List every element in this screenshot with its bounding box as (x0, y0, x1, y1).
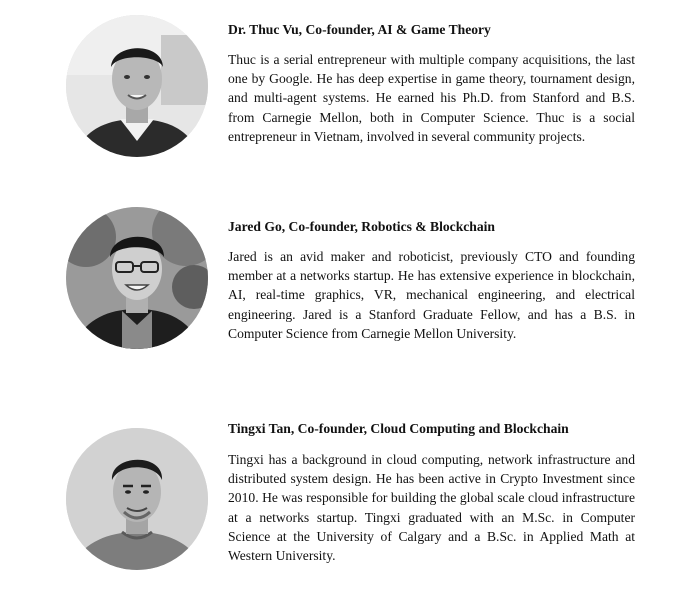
member-bio: Tingxi has a background in cloud computing, network infrastructure and distributed system design. He has been active in Crypto Investment since 2010. He was responsible for building the global scale cloud infrastructure at a networks startup. Tingxi graduated with an M.Sc. in Computer Science at the University of Calgary and a B.Sc. in Applied Math at Western University. (228, 452, 635, 564)
member-name: Jared Go, Co-founder, Robotics & Blockchain (228, 219, 495, 234)
member-bio: Jared is an avid maker and roboticist, previously CTO and founding member at a networks startup. He has extensive experience in blockchain, AI, real-time graphics, VR, mechanical engineering, and electrical engineering. Jared is a Stanford Graduate Fellow, and has a B.S. in Computer Science from Carnegie Mellon University. (228, 249, 635, 341)
member-bio: Thuc is a serial entrepreneur with multiple company acquisitions, the last one by Google. He has deep expertise in game theory, tournament design, and multi-agent systems. He earned his Ph.D. from Stanford and B.S. from Carnegie Mellon, both in Computer Science. Thuc is a social entrepreneur in Vietnam, involved in several community projects. (228, 52, 635, 144)
portrait-image (66, 15, 208, 157)
profile-photo-thuc-vu (66, 15, 208, 157)
member-name: Tingxi Tan, Co-founder, Cloud Computing and Blockchain (228, 421, 569, 436)
profile-photo-jared-go (66, 207, 208, 349)
profile-photo-tingxi-tan (66, 428, 208, 570)
member-name: Dr. Thuc Vu, Co-founder, AI & Game Theory (228, 22, 491, 37)
portrait-image (66, 207, 208, 349)
portrait-image (66, 428, 208, 570)
